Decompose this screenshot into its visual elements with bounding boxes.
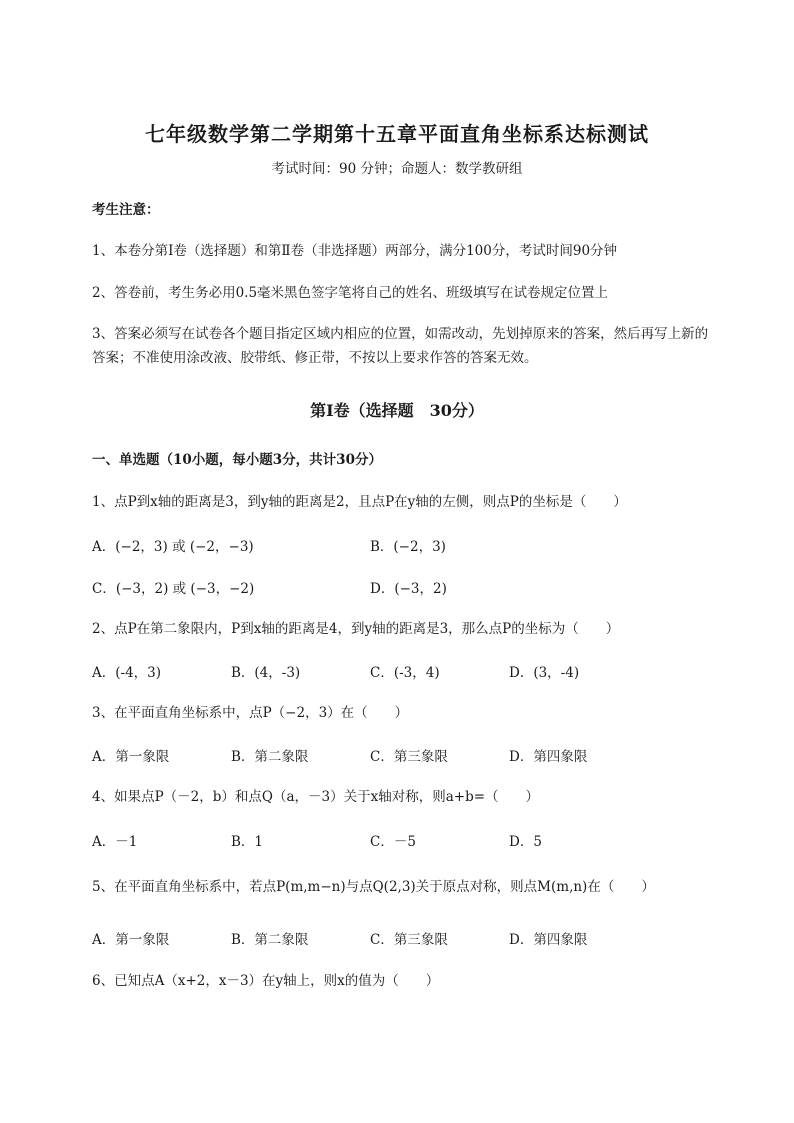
option-d: D．第四象限 bbox=[509, 932, 588, 948]
option-d: D．(3，-4) bbox=[509, 665, 580, 681]
question-stem: 6、已知点A（x+2，x－3）在y轴上，则x的值为（ ） bbox=[92, 973, 440, 989]
option-a: A．－1 bbox=[92, 834, 138, 850]
section-title: 第Ⅰ卷（选择题 30分） bbox=[310, 401, 484, 420]
option-b: B．(−2，3) bbox=[370, 539, 446, 555]
question-stem: 4、如果点P（－2，b）和点Q（a，－3）关于x轴对称，则a+b=（ ） bbox=[92, 789, 540, 805]
option-a: A．第一象限 bbox=[92, 932, 170, 948]
option-b: B．(4，-3) bbox=[231, 665, 301, 681]
option-b: B．第二象限 bbox=[231, 749, 309, 765]
option-a: A．(−2，3) 或 (−2，−3) bbox=[92, 539, 254, 555]
option-c: C．(-3，4) bbox=[370, 665, 440, 681]
note-item: 1、本卷分第Ⅰ卷（选择题）和第Ⅱ卷（非选择题）两部分，满分100分，考试时间90分钟 bbox=[92, 243, 618, 259]
question-stem: 2、点P在第二象限内，P到x轴的距离是4，到y轴的距离是3，那么点P的坐标为（ ） bbox=[92, 621, 620, 637]
option-d: D．第四象限 bbox=[509, 749, 588, 765]
option-b: B．1 bbox=[231, 834, 264, 850]
question-stem: 3、在平面直角坐标系中，点P（−2，3）在（ ） bbox=[92, 705, 409, 721]
option-c: C．第三象限 bbox=[370, 932, 448, 948]
option-a: A．第一象限 bbox=[92, 749, 170, 765]
notes-heading: 考生注意： bbox=[92, 202, 160, 218]
part-heading: 一、单选题（10小题，每小题3分，共计30分） bbox=[92, 452, 382, 468]
page-title: 七年级数学第二学期第十五章平面直角坐标系达标测试 bbox=[145, 122, 649, 146]
exam-info: 考试时间：90 分钟；命题人：数学教研组 bbox=[271, 161, 523, 177]
option-c: C．第三象限 bbox=[370, 749, 448, 765]
question-stem: 5、在平面直角坐标系中，若点P(m,m−n)与点Q(2,3)关于原点对称，则点M(m,n)在（ ） bbox=[92, 879, 655, 895]
option-c: C．(−3，2) 或 (−3，−2) bbox=[92, 581, 255, 597]
option-c: C．－5 bbox=[370, 834, 416, 850]
option-b: B．第二象限 bbox=[231, 932, 309, 948]
question-stem: 1、点P到x轴的距离是3，到y轴的距离是2，且点P在y轴的左侧，则点P的坐标是（ ） bbox=[92, 494, 627, 510]
note-item: 3、答案必须写在试卷各个题目指定区域内相应的位置，如需改动，先划掉原来的答案，然后再写上新的答案；不准使用涂改液、胶带纸、修正带，不按以上要求作答的答案无效。 bbox=[92, 326, 709, 366]
option-d: D．(−3，2) bbox=[370, 581, 447, 597]
option-a: A．(-4，3) bbox=[92, 665, 162, 681]
option-d: D．5 bbox=[509, 834, 542, 850]
note-item: 2、答卷前，考生务必用0.5毫米黑色签字笔将自己的姓名、班级填写在试卷规定位置上 bbox=[92, 285, 609, 301]
